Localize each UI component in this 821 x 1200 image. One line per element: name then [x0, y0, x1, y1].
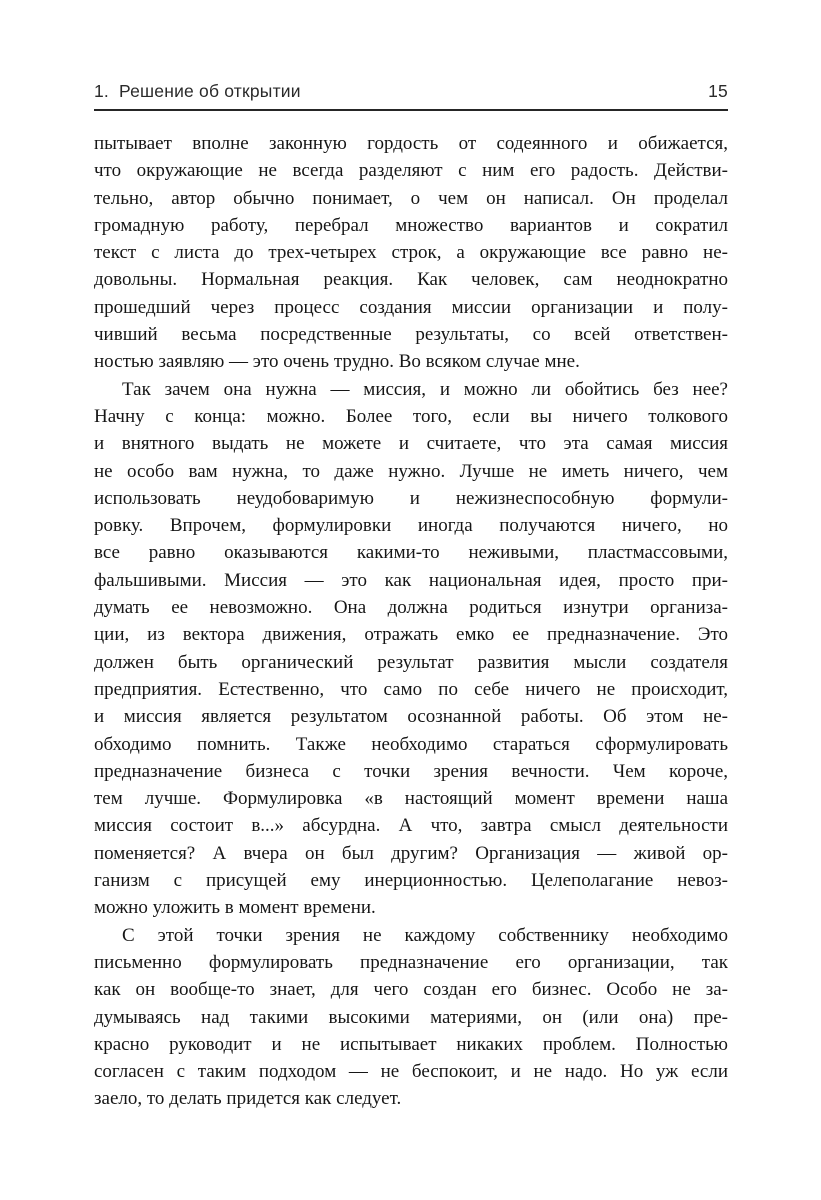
chapter-heading [94, 81, 301, 102]
text-line: заело, то делать придется как следует. [94, 1088, 402, 1110]
text-line: ганизм с присущей ему инерционностью. Целеполагание невоз- [94, 870, 728, 892]
page-header [94, 81, 728, 102]
text-line: миссия состоит в...» абсурдна. А что, завтра смысл деятельности [94, 815, 728, 837]
text-line: фальшивыми. Миссия — это как национальная идея, просто при- [94, 569, 728, 591]
text-line: С этой точки зрения не каждому собственнику необходимо [122, 924, 728, 946]
page-number: 15 [708, 81, 728, 101]
text-line: обходимо помнить. Также необходимо стараться сформулировать [94, 733, 728, 755]
text-line: Так зачем она нужна — миссия, и можно ли обойтись без нее? [122, 378, 728, 400]
text-line: ностью заявляю — это очень трудно. Во всяком случае мне. [94, 351, 580, 373]
text-line: чивший весьма посредственные результаты, со всей ответствен- [94, 324, 728, 346]
text-line: громадную работу, перебрал множество вариантов и сократил [94, 214, 728, 236]
text-line: красно руководит и не испытывает никаких проблем. Полностью [94, 1033, 728, 1055]
text-line: что окружающие не всегда разделяют с ним его радость. Действи- [94, 160, 728, 182]
text-line: письменно формулировать предназначение его организации, так [94, 951, 728, 973]
text-line: тельно, автор обычно понимает, о чем он написал. Он проделал [94, 187, 728, 209]
text-line: согласен с таким подходом — не беспокоит, и не надо. Но уж если [94, 1061, 728, 1083]
text-line: как он вообще-то знает, для чего создан его бизнес. Особо не за- [94, 979, 728, 1001]
paragraph [94, 130, 728, 376]
text-line: и миссия является результатом осознанной работы. Об этом не- [94, 706, 728, 728]
text-line: пытывает вполне законную гордость от содеянного и обижается, [94, 133, 728, 154]
body-text [94, 130, 728, 1113]
text-line: должен быть органический результат развития мысли создателя [94, 651, 728, 673]
header-rule [94, 109, 728, 111]
text-line: тем лучше. Формулировка «в настоящий момент времени наша [94, 788, 728, 810]
text-line: текст с листа до трех-четырех строк, а окружающие все равно не- [94, 242, 728, 264]
chapter-number: 1. [94, 81, 109, 101]
text-line: прошедший через процесс создания миссии организации и полу- [94, 296, 728, 318]
paragraph [94, 922, 728, 1113]
text-line: предназначение бизнеса с точки зрения вечности. Чем короче, [94, 760, 728, 782]
text-line: можно уложить в момент времени. [94, 897, 376, 919]
text-line: не особо вам нужна, то даже нужно. Лучше не иметь ничего, чем [94, 460, 728, 482]
text-line: ровку. Впрочем, формулировки иногда получаются ничего, но [94, 515, 728, 537]
text-line: предприятия. Естественно, что само по себе ничего не происходит, [94, 678, 728, 700]
text-line: все равно оказываются какими-то неживыми, пластмассовыми, [94, 542, 728, 564]
paragraph [94, 376, 728, 922]
text-line: довольны. Нормальная реакция. Как человек, сам неоднократно [94, 269, 728, 291]
text-line: ции, из вектора движения, отражать емко ее предназначение. Это [94, 624, 728, 646]
text-line: использовать неудобоваримую и нежизнеспособную формули- [94, 487, 728, 509]
text-line: думываясь над такими высокими материями, он (или она) пре- [94, 1006, 728, 1028]
text-line: думать ее невозможно. Она должна родиться изнутри организа- [94, 597, 728, 619]
text-line: Начну с конца: можно. Более того, если вы ничего толкового [94, 405, 728, 427]
chapter-title: Решение об открытии [119, 81, 301, 101]
text-line: и внятного выдать не можете и считаете, что эта самая миссия [94, 433, 728, 455]
text-line: поменяется? А вчера он был другим? Организация — живой ор- [94, 842, 728, 864]
